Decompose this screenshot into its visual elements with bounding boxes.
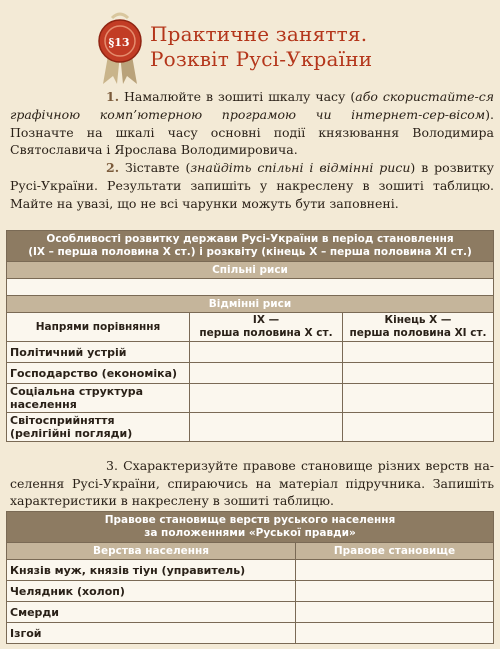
- row-label-line-1: Світосприйняття: [10, 414, 115, 427]
- table-cell: [190, 413, 343, 442]
- task-2-text-b: ) в розвитку Русі-України. Результати запишіть у накреслену в зошиті таблицю. Майте на увазі, що не всі чарунки можуть бути заповнені.: [10, 160, 494, 211]
- table-cell: [190, 384, 343, 413]
- title-line-1: Практичне заняття.: [150, 22, 368, 46]
- row-label: Ізгой: [7, 623, 296, 644]
- period1-header-line-1: IX —: [252, 314, 280, 326]
- common-features-cell: [7, 279, 494, 296]
- row-label-line-1: Соціальна структура: [10, 385, 144, 398]
- row-label: Князів муж, князів тіун (управитель): [7, 560, 296, 581]
- task-2: [10, 159, 494, 212]
- row-label: Челядник (холоп): [7, 581, 296, 602]
- directions-column-header: Напрями порівняння: [7, 313, 190, 342]
- task-2-number: 2.: [106, 160, 120, 176]
- table-row: [7, 623, 494, 644]
- table-cell: [296, 560, 494, 581]
- page-title: [150, 22, 480, 72]
- task-3-number: 3.: [106, 458, 118, 473]
- table-cell: [343, 363, 494, 384]
- table2-title-line-2: за положеннями «Руської правди»: [144, 527, 356, 539]
- table-cell: [343, 413, 494, 442]
- comparison-table: [6, 230, 494, 442]
- row-label: Смерди: [7, 602, 296, 623]
- status-column-header: Правове становище: [296, 543, 494, 560]
- task-1-text-a: Намалюйте в зошиті шкалу часу (: [119, 89, 356, 104]
- layer-column-header: Верства населення: [7, 543, 296, 560]
- row-label: Господарство (економіка): [7, 363, 190, 384]
- table-row: [7, 384, 494, 413]
- tasks-text: [10, 88, 494, 213]
- row-label: [7, 384, 190, 413]
- title-line-2: Розквіт Русі-України: [150, 47, 373, 71]
- task-2-italic: знайдіть спільні і відмінні риси: [190, 160, 411, 176]
- row-label: Політичний устрій: [7, 342, 190, 363]
- table-row: [7, 413, 494, 442]
- table-row: [7, 363, 494, 384]
- task-1: [10, 88, 494, 159]
- legal-status-table: [6, 511, 494, 644]
- table-row: [7, 602, 494, 623]
- period1-header-line-2: перша половина X ст.: [199, 327, 333, 339]
- task-1-text-b: ). Позначте на шкалі часу основні події князювання Володимира Святославича і Ярослава Володимировича.: [10, 106, 494, 158]
- table-cell: [190, 363, 343, 384]
- table-row: [7, 342, 494, 363]
- table-row: [7, 560, 494, 581]
- row-label-line-2: населення: [10, 398, 77, 411]
- period2-header-line-1: Кінець X —: [384, 314, 452, 326]
- table-row: [7, 581, 494, 602]
- comparison-table-title: [7, 231, 494, 262]
- table1-title-line-2: (IX – перша половина X ст.) і розквіту (кінець X – перша половина XI ст.): [28, 246, 472, 258]
- row-label-line-2: (релігійні погляди): [10, 427, 133, 440]
- different-features-header: Відмінні риси: [7, 296, 494, 313]
- period2-column-header: [343, 313, 494, 342]
- task-1-number: 1.: [106, 89, 120, 104]
- seal-label: §13: [108, 36, 130, 49]
- task-3: [10, 457, 494, 510]
- table-cell: [296, 602, 494, 623]
- table1-title-line-1: Особливості розвитку держави Русі-України в період становлення: [46, 233, 454, 245]
- task-2-text-a: Зіставте (: [119, 160, 191, 176]
- lesson-header: [95, 8, 495, 86]
- period1-column-header: [190, 313, 343, 342]
- table-cell: [343, 342, 494, 363]
- table-cell: [296, 623, 494, 644]
- table-cell: [343, 384, 494, 413]
- row-label: [7, 413, 190, 442]
- table2-title-line-1: Правове становище верств руського населення: [104, 514, 396, 526]
- legal-status-table-title: [7, 512, 494, 543]
- task-1-italic: або скористайте-ся графічною комп’ютерною програмою чи інтернет-сер-вісом: [10, 89, 494, 122]
- task-3-text: Схарактеризуйте правове становище різних верств на-селення Русі-України, спираючись на матеріал підручника. Запишіть характеристики в накреслену в зошиті таблицю.: [10, 458, 494, 508]
- table-cell: [296, 581, 494, 602]
- period2-header-line-2: перша половина XI ст.: [349, 327, 487, 339]
- common-features-header: Спільні риси: [7, 262, 494, 279]
- table-cell: [190, 342, 343, 363]
- wax-seal-icon: [95, 8, 145, 86]
